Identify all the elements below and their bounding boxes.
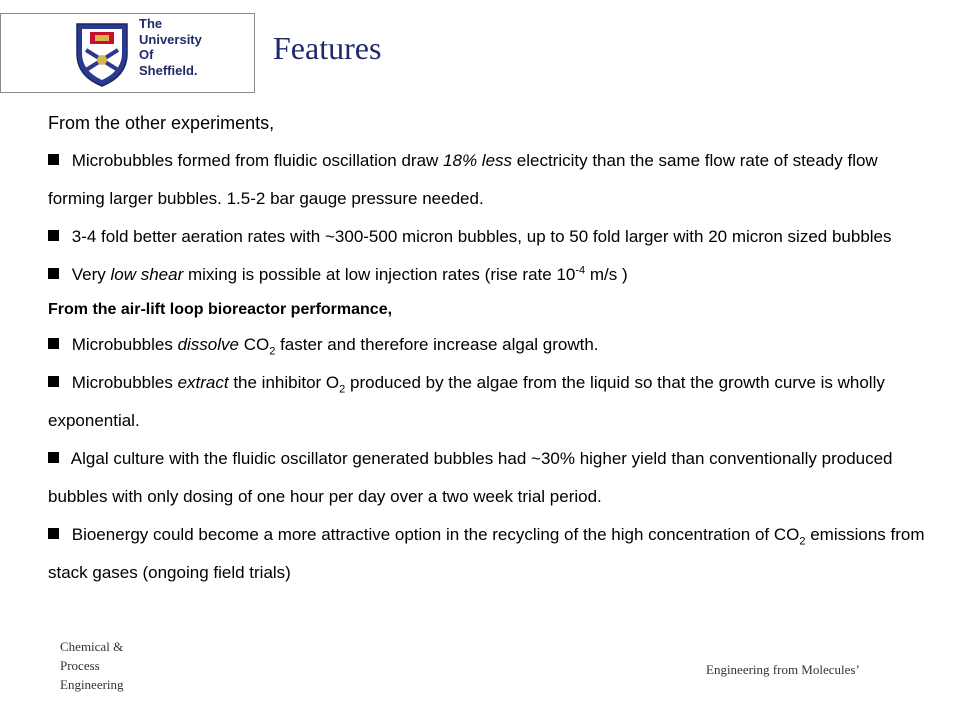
- square-bullet-icon: [48, 376, 59, 387]
- bullet-item: Very low shear mixing is possible at low injection rates (rise rate $10^{-4}$ m/s ): [48, 256, 928, 294]
- slide-body: [48, 106, 928, 592]
- square-bullet-icon: [48, 268, 59, 279]
- square-bullet-icon: [48, 452, 59, 463]
- bullet-item: Bioenergy could become a more attractive option in the recycling of the high concentration of $CO_2$ emissions from stack gases (ongoing field trials): [48, 525, 925, 582]
- university-line: Of: [139, 47, 154, 62]
- square-bullet-icon: [48, 338, 59, 349]
- footer-line: Engineering: [60, 677, 124, 692]
- bullet-item: Microbubbles dissolve $CO_2$ faster and therefore increase algal growth.: [48, 326, 928, 364]
- slide-title: Features: [273, 30, 382, 66]
- footer-line: Process: [60, 658, 100, 673]
- footer-line: Chemical &: [60, 639, 124, 654]
- bullet-item: Microbubbles formed from fluidic oscillation draw 18% less electricity than the same flow rate of steady flow forming larger bubbles. 1.5-2 bar gauge pressure needed.: [48, 151, 878, 208]
- bullet-item: 3-4 fold better aeration rates with ~300-500 micron bubbles, up to 50 fold larger with 20 micron sized bubbles: [48, 218, 928, 256]
- crest-icon: [71, 20, 133, 88]
- intro-heading: From the other experiments,: [48, 113, 275, 133]
- square-bullet-icon: [48, 154, 59, 165]
- square-bullet-icon: [48, 230, 59, 241]
- university-line: Sheffield.: [139, 62, 198, 78]
- university-line: University: [139, 31, 202, 47]
- section-heading: From the air-lift loop bioreactor performance,: [48, 301, 393, 318]
- footer-tagline: Engineering from Molecules’: [706, 662, 860, 677]
- university-line: The: [139, 16, 163, 31]
- square-bullet-icon: [48, 528, 59, 539]
- university-name: [139, 16, 202, 78]
- bullet-item: Microbubbles extract the inhibitor $O_2$ produced by the algae from the liquid so that the growth curve is wholly exponential.: [48, 373, 885, 430]
- footer-department: [60, 637, 124, 694]
- university-logo: [0, 13, 255, 93]
- bullet-item: Algal culture with the fluidic oscillator generated bubbles had ~30% higher yield than conventionally produced bubbles with only dosing of one hour per day over a two week trial period.: [48, 449, 893, 506]
